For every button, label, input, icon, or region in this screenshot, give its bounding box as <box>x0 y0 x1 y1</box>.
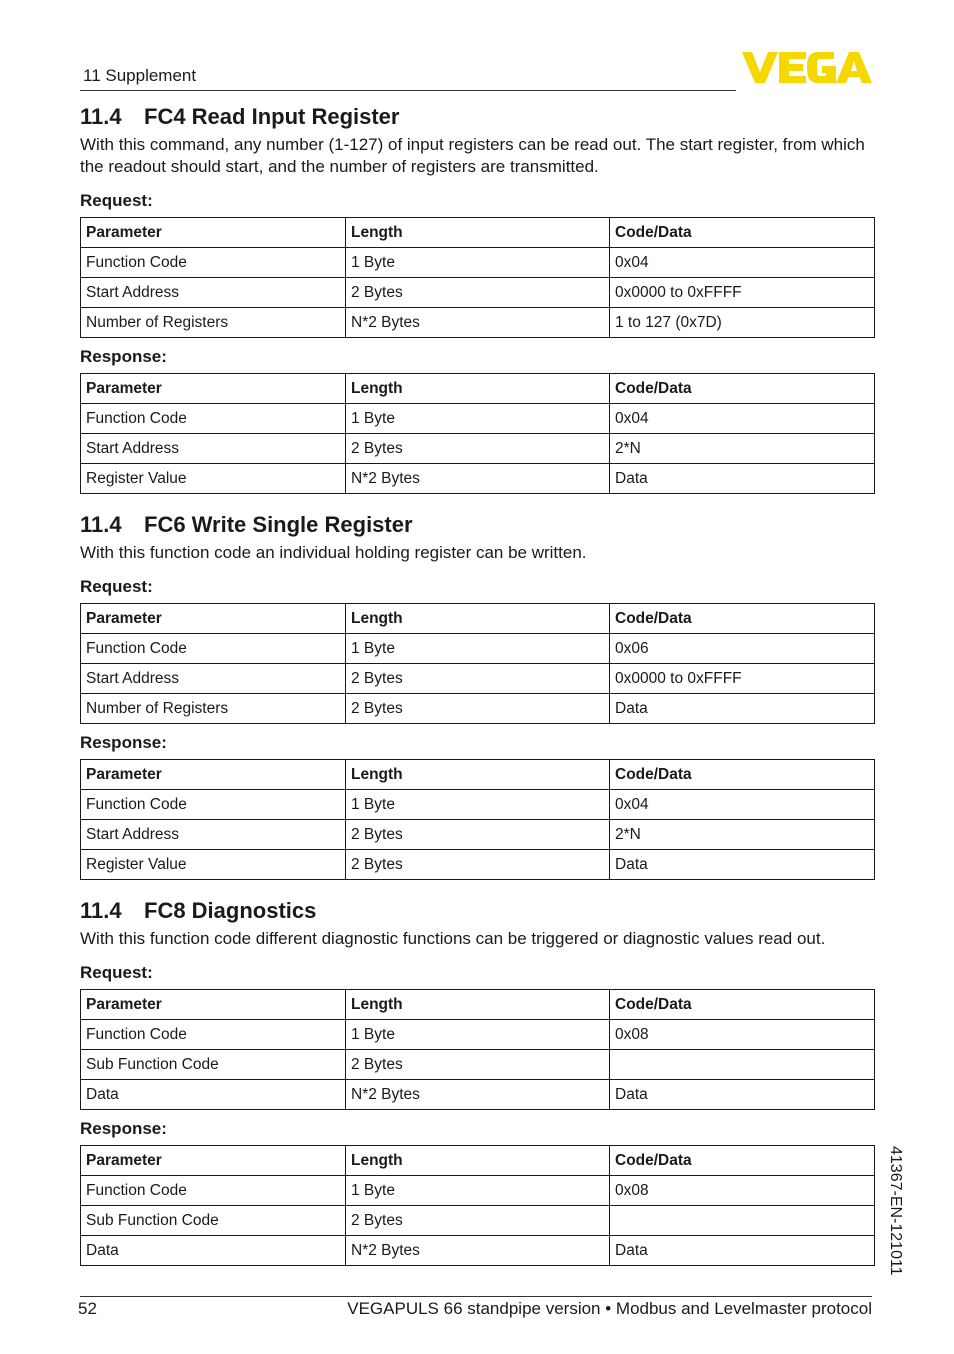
table-cell: N*2 Bytes <box>346 464 610 494</box>
table-row <box>81 820 875 850</box>
table-cell: 2*N <box>610 820 875 850</box>
table-cell: 0x06 <box>610 634 875 664</box>
footer-document-title: VEGAPULS 66 standpipe version • Modbus and Levelmaster protocol <box>347 1299 872 1318</box>
request-label: Request: <box>80 191 153 210</box>
footer-rule <box>80 1296 872 1297</box>
table-cell: 0x04 <box>610 248 875 278</box>
table-cell: Start Address <box>81 664 346 694</box>
table-cell: Start Address <box>81 278 346 308</box>
header-cell: Code/Data <box>610 218 875 248</box>
request-label: Request: <box>80 577 153 596</box>
document-code-text: 41367-EN-121011 <box>887 1146 904 1276</box>
section-fc8 <box>80 897 874 1266</box>
section-intro: With this function code an individual holding register can be written. <box>80 543 587 562</box>
table-row <box>81 1080 875 1110</box>
header-cell: Code/Data <box>610 374 875 404</box>
table-row <box>81 1050 875 1080</box>
table-header-row <box>81 218 875 248</box>
table-row <box>81 1236 875 1266</box>
table-cell: Function Code <box>81 1020 346 1050</box>
table-cell: 0x08 <box>610 1176 875 1206</box>
table-cell: 2 Bytes <box>346 1050 610 1080</box>
table-cell: Data <box>610 1080 875 1110</box>
table-row <box>81 434 875 464</box>
header-cell: Length <box>346 760 610 790</box>
table-cell: Function Code <box>81 790 346 820</box>
table-cell: 1 Byte <box>346 634 610 664</box>
section-number: 11.4 <box>80 898 122 923</box>
table-cell: 0x04 <box>610 790 875 820</box>
header-cell: Length <box>346 1146 610 1176</box>
table-row <box>81 308 875 338</box>
table-row <box>81 404 875 434</box>
section-number: 11.4 <box>80 512 122 537</box>
section-title <box>80 897 874 925</box>
table-cell: N*2 Bytes <box>346 1236 610 1266</box>
table-cell: 2 Bytes <box>346 820 610 850</box>
table-cell: 0x04 <box>610 404 875 434</box>
header-cell: Parameter <box>81 1146 346 1176</box>
header-cell: Length <box>346 374 610 404</box>
header-cell: Parameter <box>81 990 346 1020</box>
header-cell: Parameter <box>81 218 346 248</box>
table-cell: Register Value <box>81 850 346 880</box>
header-cell: Length <box>346 604 610 634</box>
table-cell: Function Code <box>81 248 346 278</box>
table-cell: 2 Bytes <box>346 664 610 694</box>
table-cell: 2 Bytes <box>346 694 610 724</box>
table-cell: Start Address <box>81 434 346 464</box>
table-cell: 2 Bytes <box>346 434 610 464</box>
table-cell: Data <box>610 1236 875 1266</box>
document-code-vertical <box>876 1146 916 1296</box>
response-table <box>80 1145 875 1266</box>
response-label: Response: <box>80 733 167 752</box>
header-cell: Length <box>346 990 610 1020</box>
table-cell: 1 to 127 (0x7D) <box>610 308 875 338</box>
table-row <box>81 248 875 278</box>
table-header-row <box>81 604 875 634</box>
table-row <box>81 850 875 880</box>
section-intro: With this command, any number (1-127) of input registers can be read out. The start register, from which the readout should start, and the number of registers are transmitted. <box>80 135 865 176</box>
table-cell: 0x08 <box>610 1020 875 1050</box>
header-cell: Code/Data <box>610 604 875 634</box>
table-cell: Function Code <box>81 404 346 434</box>
table-row <box>81 464 875 494</box>
page-number: 52 <box>78 1299 97 1318</box>
section-fc4 <box>80 103 874 494</box>
table-row <box>81 278 875 308</box>
table-cell <box>610 1050 875 1080</box>
request-label: Request: <box>80 963 153 982</box>
response-label: Response: <box>80 1119 167 1138</box>
section-number: 11.4 <box>80 104 122 129</box>
response-label: Response: <box>80 347 167 366</box>
response-table <box>80 373 875 494</box>
vega-logo <box>742 52 872 84</box>
response-table <box>80 759 875 880</box>
table-cell: Data <box>610 850 875 880</box>
table-header-row <box>81 760 875 790</box>
table-header-row <box>81 374 875 404</box>
table-header-row <box>81 1146 875 1176</box>
table-cell: Data <box>610 694 875 724</box>
table-cell <box>610 1206 875 1236</box>
table-cell: Register Value <box>81 464 346 494</box>
table-cell: 1 Byte <box>346 248 610 278</box>
table-header-row <box>81 990 875 1020</box>
table-cell: Sub Function Code <box>81 1206 346 1236</box>
table-cell: 1 Byte <box>346 404 610 434</box>
header-cell: Length <box>346 218 610 248</box>
header-cell: Code/Data <box>610 760 875 790</box>
table-cell: 1 Byte <box>346 1176 610 1206</box>
table-cell: Function Code <box>81 1176 346 1206</box>
table-cell: N*2 Bytes <box>346 1080 610 1110</box>
table-cell: 1 Byte <box>346 1020 610 1050</box>
table-cell: N*2 Bytes <box>346 308 610 338</box>
section-intro: With this function code different diagnostic functions can be triggered or diagnostic values read out. <box>80 929 826 948</box>
table-row <box>81 694 875 724</box>
table-cell: Function Code <box>81 634 346 664</box>
table-cell: Number of Registers <box>81 694 346 724</box>
table-cell: Sub Function Code <box>81 1050 346 1080</box>
table-cell: 0x0000 to 0xFFFF <box>610 278 875 308</box>
section-title-text: FC8 Diagnostics <box>144 898 317 923</box>
section-title <box>80 103 874 131</box>
request-table <box>80 989 875 1110</box>
table-row <box>81 1176 875 1206</box>
table-row <box>81 634 875 664</box>
table-cell: Data <box>610 464 875 494</box>
request-table <box>80 217 875 338</box>
header-cell: Code/Data <box>610 990 875 1020</box>
table-cell: Number of Registers <box>81 308 346 338</box>
section-fc6 <box>80 511 874 880</box>
table-cell: Start Address <box>81 820 346 850</box>
header-cell: Code/Data <box>610 1146 875 1176</box>
header-cell: Parameter <box>81 374 346 404</box>
header-cell: Parameter <box>81 604 346 634</box>
request-table <box>80 603 875 724</box>
table-cell: 2*N <box>610 434 875 464</box>
table-cell: 0x0000 to 0xFFFF <box>610 664 875 694</box>
section-title-text: FC6 Write Single Register <box>144 512 413 537</box>
table-cell: 2 Bytes <box>346 1206 610 1236</box>
header-section-label: 11 Supplement <box>83 66 197 85</box>
table-cell: 2 Bytes <box>346 278 610 308</box>
header-rule <box>80 90 736 91</box>
table-row <box>81 664 875 694</box>
section-title-text: FC4 Read Input Register <box>144 104 400 129</box>
section-title <box>80 511 874 539</box>
table-cell: 1 Byte <box>346 790 610 820</box>
header-cell: Parameter <box>81 760 346 790</box>
table-cell: Data <box>81 1236 346 1266</box>
table-row <box>81 1020 875 1050</box>
table-cell: Data <box>81 1080 346 1110</box>
table-row <box>81 1206 875 1236</box>
table-cell: 2 Bytes <box>346 850 610 880</box>
table-row <box>81 790 875 820</box>
